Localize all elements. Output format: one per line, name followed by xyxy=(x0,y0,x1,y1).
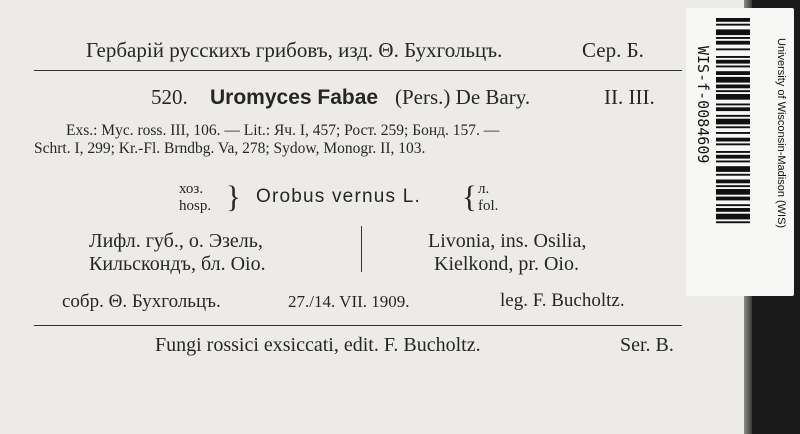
series-code: Сер. Б. xyxy=(582,38,644,62)
barcode-bar xyxy=(716,119,750,125)
barcode-bar xyxy=(716,77,750,83)
barcode-bar xyxy=(716,166,750,172)
barcode-bar xyxy=(716,90,750,92)
barcode-bar xyxy=(716,37,750,39)
barcode-bar xyxy=(716,155,750,159)
host-part-la: fol. xyxy=(478,198,499,214)
locality-ru-line-2: Кильcкондъ, бл. Оio. xyxy=(89,253,266,275)
host-label-la: hosp. xyxy=(179,198,212,214)
barcode-bar xyxy=(716,60,750,64)
barcode-bar xyxy=(716,204,750,206)
barcode-bar xyxy=(716,208,750,212)
references-line-2: Schrt. I, 299; Kr.-Fl. Brndbg. Va, 278; Sydow, Monogr. II, 103. xyxy=(34,140,426,157)
barcode-bar xyxy=(716,56,750,58)
barcode-text-wrap xyxy=(694,46,714,266)
barcode-bar xyxy=(716,189,750,195)
barcode-bar xyxy=(716,94,750,100)
barcode-bar xyxy=(716,197,750,201)
bottom-rule xyxy=(34,325,682,326)
barcode-bar xyxy=(716,29,750,35)
barcode-bar xyxy=(716,18,750,22)
barcode-bar xyxy=(716,138,750,142)
barcode-bar xyxy=(716,161,750,163)
barcode-bar xyxy=(716,214,750,220)
references-line-1: Exs.: Myc. ross. III, 106. — Lit.: Яч. I, 457; Рост. 259; Бонд. 157. — xyxy=(66,122,500,139)
barcode-bar xyxy=(716,126,750,128)
barcode-bar xyxy=(716,104,750,106)
locality-la-line-1: Livonia, ins. Osilia, xyxy=(428,230,587,252)
host-label-ru: хоз. xyxy=(179,181,204,197)
barcode-bar xyxy=(716,185,750,187)
barcode-bar xyxy=(716,24,750,26)
locality-ru-line-1: Лифл. губ., о. Эзель, xyxy=(89,230,263,252)
institution-text-wrap xyxy=(774,38,788,288)
locality-divider xyxy=(361,226,362,272)
footer-series-title: Fungi rossici exsiccati, edit. F. Bucholtz. xyxy=(155,334,481,356)
barcode-bar xyxy=(716,85,750,89)
top-rule xyxy=(34,70,682,71)
institution-name: University of Wisconsin-Madison (WIS) xyxy=(775,38,787,229)
species-name: Uromyces Fabae xyxy=(210,86,379,109)
footer-series-code: Ser. B. xyxy=(620,334,674,356)
locality-la-line-2: Kielkond, pr. Oio. xyxy=(434,253,579,275)
barcode-bar xyxy=(716,115,750,117)
host-name: Orobus vernus L. xyxy=(256,186,421,207)
collector-ru: собр. Θ. Бухгольцъ. xyxy=(62,291,221,312)
species-authority: (Pers.) De Bary. xyxy=(395,85,531,109)
barcode-bar xyxy=(716,180,750,184)
barcode-bar xyxy=(716,48,750,50)
series-title: Гербарій русскихъ грибовъ, изд. Θ. Бухгольцъ. xyxy=(86,38,503,62)
collector-la: leg. F. Bucholtz. xyxy=(500,290,625,311)
barcode-bar xyxy=(716,66,750,68)
barcode-bar xyxy=(716,71,750,75)
barcode-bar xyxy=(716,221,750,223)
barcode-bar xyxy=(716,151,750,153)
barcode-bar xyxy=(716,107,750,111)
brace-left: { xyxy=(462,179,477,214)
barcode-bar xyxy=(716,143,750,145)
barcode-number: WIS-f-0084609 xyxy=(694,46,712,164)
barcode-label xyxy=(686,8,794,296)
barcode-bar xyxy=(716,41,750,45)
barcode-bar xyxy=(716,174,750,176)
specimen-number: 520. xyxy=(151,85,188,109)
barcode-bar xyxy=(716,132,750,134)
collection-date: 27./14. VII. 1909. xyxy=(288,292,410,311)
barcode-icon xyxy=(716,18,750,284)
brace-right: } xyxy=(226,179,241,214)
host-part-ru: л. xyxy=(478,181,490,197)
spore-stages: II. III. xyxy=(604,85,655,109)
